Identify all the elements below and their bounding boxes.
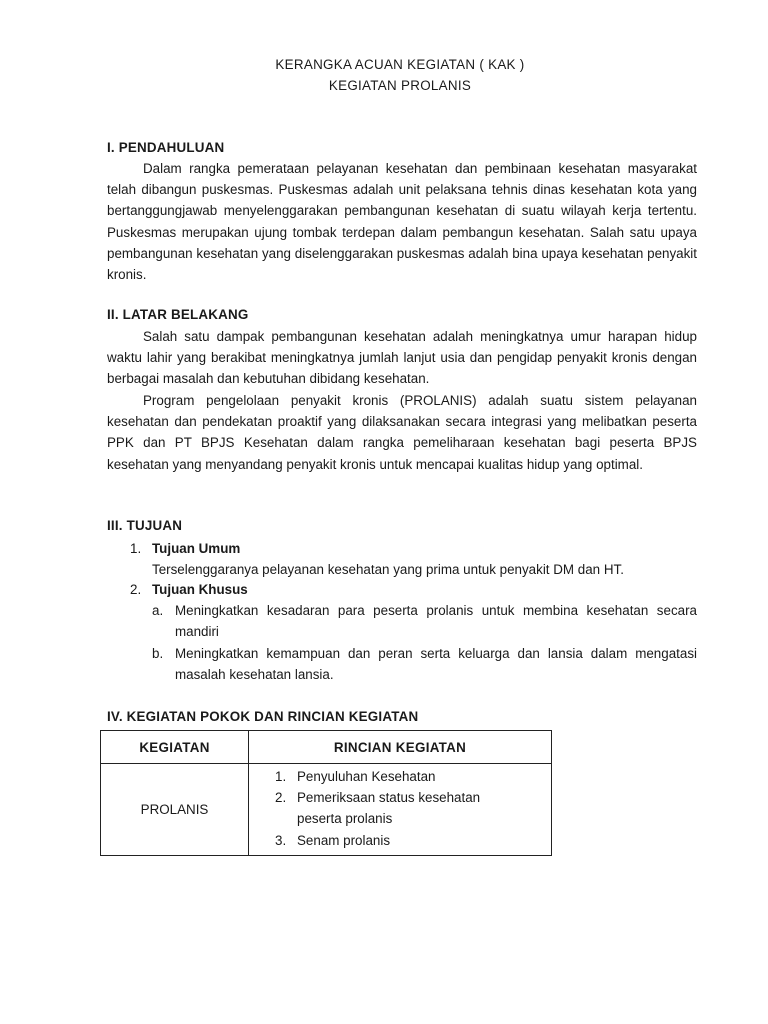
list-number-1: 1.: [130, 541, 142, 556]
section-heading-tujuan: III. TUJUAN: [107, 518, 183, 533]
table-row: [101, 764, 552, 856]
list-text-a: Meningkatkan kesadaran para peserta prolanis untuk membina kesehatan secara mandiri: [175, 603, 697, 640]
tujuan-umum-text: Terselenggaranya pelayanan kesehatan yang prima untuk penyakit DM dan HT.: [152, 562, 624, 577]
table-cell-rincian: [249, 764, 552, 856]
list-title-tujuan-khusus: Tujuan Khusus: [152, 582, 248, 597]
list-item-a: [152, 600, 697, 644]
paragraph-text: Program pengelolaan penyakit kronis (PROLANIS) adalah suatu sistem pelayanan kesehatan dan pendekatan proaktif yang dilaksanakan secara integrasi yang melibatkan peserta PPK dan PT BPJS Kesehatan dalam rangka pemeliharaan kesehatan bagi peserta BPJS kesehatan yang menyandang penyakit kronis untuk mencapai kualitas hidup yang optimal.: [107, 393, 697, 472]
list-item-b: [152, 643, 697, 687]
kegiatan-table: [100, 730, 552, 856]
rincian-list: [275, 766, 551, 851]
paragraph-text: Salah satu dampak pembangunan kesehatan adalah meningkatnya umur harapan hidup waktu lahir yang berakibat meningkatnya jumlah lanjut usia dan pengidap penyakit kronis dengan berbagai masalah dan kebutuhan dibidang kesehatan.: [107, 329, 697, 387]
table-header-kegiatan: KEGIATAN: [101, 731, 249, 764]
paragraph-latar-belakang-1: [107, 326, 697, 390]
table-cell-kegiatan: PROLANIS: [101, 764, 249, 856]
list-text-b: Meningkatkan kemampuan dan peran serta keluarga dan lansia dalam mengatasi masalah kesehatan lansia.: [175, 646, 697, 683]
list-marker-b: b.: [152, 646, 164, 661]
paragraph-latar-belakang-2: [107, 390, 697, 475]
document-subtitle: KEGIATAN PROLANIS: [328, 78, 472, 93]
list-item: 1. Penyuluhan Kesehatan: [275, 769, 436, 784]
section-heading-pendahuluan: I. PENDAHULUAN: [107, 140, 225, 155]
section-heading-latar-belakang: II. LATAR BELAKANG: [107, 307, 249, 322]
list-item: 3. Senam prolanis: [275, 832, 391, 848]
table-header-rincian: RINCIAN KEGIATAN: [249, 731, 552, 764]
table-header-row: [101, 731, 552, 764]
document-title: KERANGKA ACUAN KEGIATAN ( KAK ): [275, 57, 525, 72]
paragraph-pendahuluan: [107, 158, 697, 285]
list-item: 2. Pemeriksaan status kesehatan peserta prolanis: [275, 790, 481, 827]
section-heading-kegiatan: IV. KEGIATAN POKOK DAN RINCIAN KEGIATAN: [107, 709, 419, 724]
list-title-tujuan-umum: Tujuan Umum: [152, 541, 241, 556]
list-number-2: 2.: [130, 582, 142, 597]
paragraph-text: Dalam rangka pemerataan pelayanan kesehatan dan pembinaan kesehatan masyarakat telah dibangun puskesmas. Puskesmas adalah unit pelaksana tehnis dinas kesehatan kota yang bertanggungjawab menyelenggarakan pembangunan kesehatan di suatu wilayah kerja tertentu. Puskesmas merupakan ujung tombak terdepan dalam pembangun kesehatan. Salah satu upaya pembangunan kesehatan yang diselenggarakan puskesmas adalah bina upaya kesehatan penyakit kronis.: [107, 161, 697, 283]
list-marker-a: a.: [152, 603, 164, 618]
